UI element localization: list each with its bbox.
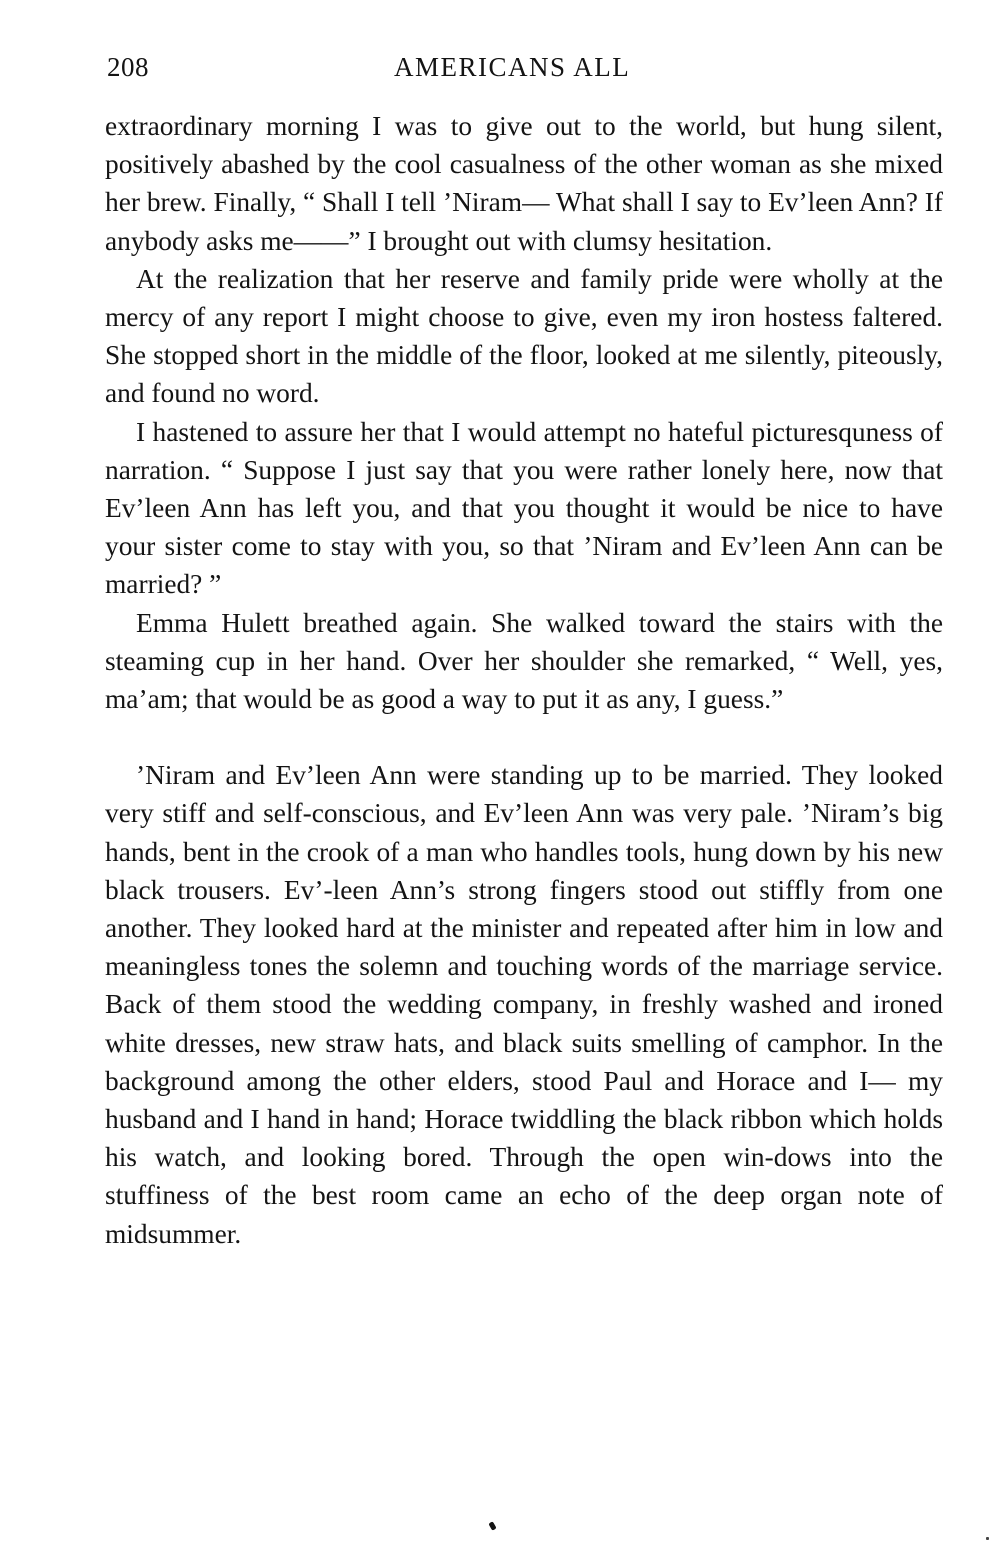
paragraph-hostess-faltered: At the realization that her reserve and family pride were wholly at the mercy of any report I might choose to give, even my iron hostess faltered. She stopped short in the middle of the floor, looked at me silently, piteously, and found no word. — [105, 263, 943, 409]
printer-mark — [488, 1521, 496, 1530]
paragraph-emma-hulett: Emma Hulett breathed again. She walked toward the stairs with the steaming cup in her hand. Over her shoulder she remarked, “ Well, yes, ma’am; that would be as good a way to put it as any, I guess.” — [105, 607, 943, 715]
section-break — [105, 718, 943, 756]
body-text — [105, 107, 943, 1253]
page-number: 208 — [107, 52, 149, 82]
book-title: AMERICANS ALL — [394, 52, 631, 82]
paragraph-wedding: ’Niram and Ev’leen Ann were standing up to be married. They looked very stiff and self-conscious, and Ev’leen Ann was very pale. ’Niram’s big hands, bent in the crook of a man who handles tools, hung down by his new black trousers. Ev’-leen Ann’s strong fingers stood out stiffly from one another. They looked hard at the minister and repeated after him in low and meaningless tones the solemn and touching words of the marriage service. Back of them stood the wedding company, in freshly washed and ironed white dresses, new straw hats, and black suits smelling of camphor. In the background among the other elders, stood Paul and Horace and I— my husband and I hand in hand; Horace twiddling the black ribbon which holds his watch, and looking bored. Through the open win-dows into the stuffiness of the best room came an echo of the deep organ note of midsummer. — [105, 760, 943, 1249]
paragraph-continuation: extraordinary morning I was to give out to the world, but hung silent, positively abashed by the cool casualness of the other woman as she mixed her brew. Finally, “ Shall I tell ’Niram— What shall I say to Ev’leen Ann? If anybody asks me——” I brought out with clumsy hesitation. — [105, 111, 943, 256]
running-head — [107, 52, 943, 92]
paragraph-assure-her: I hastened to assure her that I would attempt no hateful picturesquness of narration. “ Suppose I just say that you were rather lonely here, now that Ev’leen Ann has left you, and that you thought it would be nice to have your sister come to stay with you, so that ’Niram and Ev’leen Ann can be married? ” — [105, 416, 943, 600]
corner-speck — [986, 1537, 989, 1540]
